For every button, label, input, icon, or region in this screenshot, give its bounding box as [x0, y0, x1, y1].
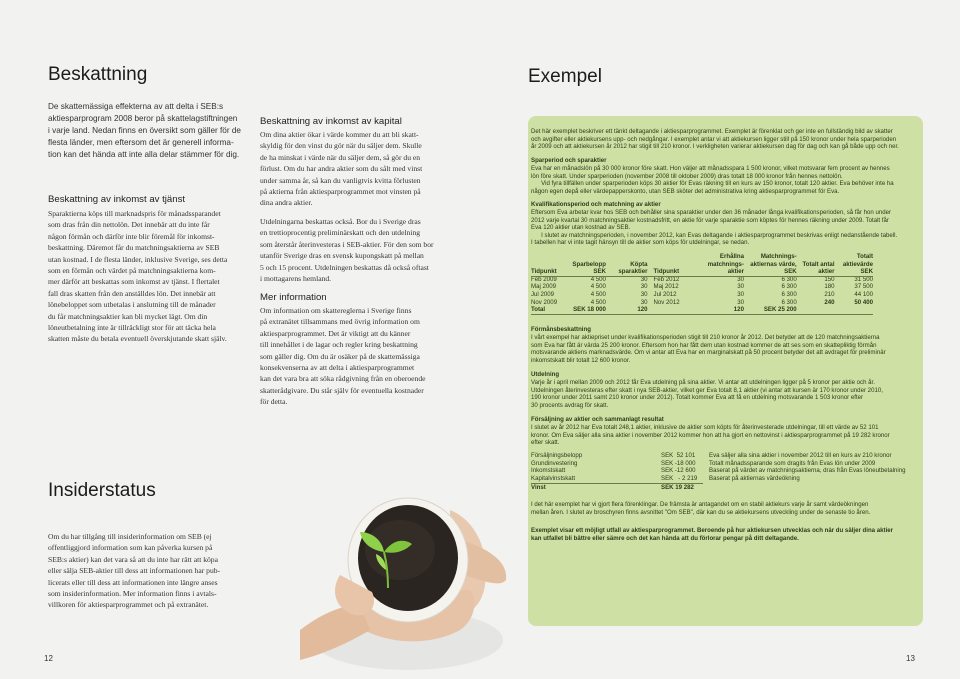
section-text-utdelning: Utdelningarna beskattas också. Bor du i Sverige dras en trettioprocentig preliminärskatt och den utdelning som återstår återinvesteras i SEB-aktier. För den som bor utanför Sverige dras en svensk kupongskatt på mellan 5 och 15 procent. Utdelningen beskattas då också oftast i mottagarens hemland. [260, 217, 434, 284]
table-row [531, 283, 873, 291]
closing-text: I det här exemplet har vi gjort flera förenklingar. De främsta är antagandet om en stabil aktiekurs varje år samt värdeökningen mellan åren. I slutet av broschyren finns avsnittet "Om SEB", där kan du se aktiekursens utveckling under de senaste tio åren. [531, 501, 871, 516]
cell: 30 [640, 283, 648, 291]
cell: Grundinvestering [531, 459, 578, 467]
result-row [531, 467, 905, 475]
th-totalt: Totalt aktievärde SEK [842, 253, 873, 276]
right-page-number: 13 [906, 654, 915, 663]
result-row [531, 452, 905, 460]
cell: 50 400 [854, 298, 873, 306]
cell: 31 500 [854, 275, 873, 283]
example-intro: Det här exemplet beskriver ett tänkt deltagande i aktiesparprogrammet. Exemplet är förenklat och ger inte en fullständig bild av skatter och avgifter eller aktiekursens upp- och nedgångar. I exemplet antar vi att aktiekursen ligger still på 150 kronor under hela sparperioden år 2009 och att aktiekursen år 2012 har stigit till 210 kronor. I verkligheten varierar aktiekursen dag för dag och kan gå både upp och ner. [531, 128, 899, 150]
cell: Feb 2009 [531, 275, 557, 283]
heading-formansbeskattning: Förmånsbeskattning [531, 326, 591, 333]
result-divider [531, 483, 703, 484]
cell: 4 500 [590, 275, 606, 283]
cell: 30 [640, 290, 648, 298]
result-total-row [531, 482, 905, 492]
cell [648, 306, 697, 314]
intro-text: De skattemässiga effekterna av att delta i SEB:s aktiesparprogram 2008 beror på skattelagstiftningen i varje land. Nedan finns en översikt som gäller för de flesta länder, men eftersom det är generell informa- tion kan det hända att inte alla delar stämmer för dig. [48, 102, 241, 159]
cell: Baserat på aktiernas värdeökning [709, 474, 800, 482]
cell: 6 300 [781, 290, 797, 298]
cell: SEK 19 282 [661, 484, 694, 492]
cell [835, 306, 873, 314]
cell: 4 500 [590, 290, 606, 298]
utdelning-text: Varje år i april mellan 2009 och 2012 får Eva utdelning på sina aktier. Vi antar att utdelningen ligger på 5 kronor per aktie och år. Utdelningen återinvesteras efter skatt i nya SEB-aktier, vilket ger Eva totalt 8,1 aktier (vi antar att kursen är 170 kronor under 2010, 190 kronor under 2011 samt 210 kronor under 2012). Totalt kommer Eva att få en utdelning motsvarande 1 503 kronor efter 30 procents avdrag för skatt. [531, 379, 883, 409]
insider-title: Insiderstatus [48, 480, 156, 501]
right-page-title: Exempel [528, 66, 602, 87]
left-page-number: 12 [44, 654, 53, 663]
section-text-tjanst: Sparaktierna köps till marknadspris för månadssparandet som dras från din nettolön. Det innebär att du inte får någon förmån och därför inte blir föremål för inkomst- beskattning. Däremot får du matchningsaktierna av SEB utan kostnad. I de flesta länder, inklusive Sverige, ses detta som en förmån och värdet på matchningsaktierna kom- mer därför att beskattas som inkomst av tjänst. I flertalet fall dras skatten från den anställdes lön. Det innebär att lönebeloppet som utbetalas i anslutning till de månader du får matchningsaktier kan bli mycket lägt. Om din löneutbetalning inte är tillräckligt stor för att täcka hela skatten måste du betala eventuell överskjutande skatt själv. [48, 209, 228, 344]
cell: 4 500 [590, 298, 606, 306]
cell: 30 [737, 290, 744, 298]
cell: SEK -18 000 [661, 459, 696, 467]
cell: 30 [640, 275, 648, 283]
cell: SEK -12 600 [661, 467, 696, 475]
table-row [531, 299, 873, 307]
summary-text: Exemplet visar ett möjligt utfall av aktiesparprogrammet. Beroende på hur aktiekursen utvecklas och när du säljer dina aktier kan utfallet bli bättre eller sämre och det kan hända att du förlorar pengar på ditt deltagande. [531, 527, 894, 542]
cell: Maj 2009 [531, 283, 557, 291]
th-sparbelopp: Sparbelopp SEK [572, 260, 606, 276]
cell: 180 [824, 283, 835, 291]
table-total-row [531, 306, 873, 314]
hands-plant-photo [300, 480, 510, 679]
th-tidpunkt2: Tidpunkt [653, 268, 680, 276]
cell: 30 [640, 298, 648, 306]
cell: 6 300 [781, 298, 797, 306]
table-row [531, 276, 873, 284]
cell: Vinst [531, 484, 546, 492]
cell: 30 [737, 283, 744, 291]
cell: SEK 18 000 [573, 306, 606, 314]
cell: 120 [637, 306, 648, 314]
section-text-mer-info: Om information om skattereglerna i Sverige finns på extranätet tillsammans med övrig information om aktiesparprogrammet. Det är viktigt att du känner till innehållet i de lagar och regler kring beskattning som gäller dig. Om du är osäker på de skattemässiga konsekvenserna av att delta i aktiesparprogrammet kan det vara bra att söka rådgivning från en oberoende skatterådgivare. Du står själv för eventuella kostnader för detta. [260, 306, 426, 407]
cell: 30 [737, 275, 744, 283]
result-table [531, 452, 905, 492]
left-page-title: Beskattning [48, 64, 148, 85]
cell: 120 [733, 306, 744, 314]
kvalifikation-text: Eftersom Eva arbetar kvar hos SEB och behåller sina sparaktier under den 36 månader långa kvalifikationsperioden, så får hon under 2012 varje kvartal 30 matchningsaktier kostnadsfritt, en aktie för varje sparaktie som köptes för hennes räkning under 2009. Totalt får Eva 120 aktier utan kostnad av SEB. I slutet av matchningsperioden, i november 2012, kan Evas deltagande i aktiesparprogrammet beskrivas enligt nedanstående tabell. I tabellen har vi inte tagit hänsyn till de aktier som köps för utdelningar, se nedan. [531, 209, 898, 246]
cell [703, 482, 905, 492]
cell: Maj 2012 [653, 283, 679, 291]
cell: Total [531, 306, 546, 314]
section-text-kapital: Om dina aktier ökar i värde kommer du att bli skatt- skyldig för den vinst du gör när du säljer dem. Skulle de ha minskat i värde när du säljer dem, så gör du en förlust. Om du har andra aktier som du sålt med vinst under samma år, så kan du vanligtvis kvitta förlusten på aktierna från aktiesparprogrammet mot vinsten på dina andra aktier. [260, 130, 423, 208]
formansbeskattning-text: I vårt exempel har aktiepriset under kvalifikationsperioden stigit till 210 kronor år 2012. Det betyder att de 120 matchningsaktierna som Eva har fått är värda 25 200 kronor. Eftersom hon har fått dem utan kostnad kommer de att ses som en skattepliktig förmån motsvarande aktiens marknadsvärde. Om vi antar att Eva har en marginalskatt på 50 procent betyder det att avdraget för preliminär inkomstskatt blir totalt 12 600 kronor. [531, 334, 886, 364]
cell: Jul 2009 [531, 290, 555, 298]
cell: Totalt månadssparande som dragits från Evas lön under 2009 [709, 459, 876, 467]
section-heading-kapital: Beskattning av inkomst av kapital [260, 116, 402, 127]
cell: 210 [824, 290, 835, 298]
sparperiod-text: Eva har en månadslön på 30 000 kronor före skatt. Hon väljer att månadsspara 1 500 kronor, vilket motsvarar fem procent av hennes lön före skatt. Under sparperioden (november 2008 till oktober 2009) dras totalt 18 000 kronor från hennes nettolön. Vid fyra tillfällen under sparperioden köps 30 aktier för Evas räkning till en kurs av 150 kronor, totalt 120 aktier. Eva behöver inte ha någon egen depå eller värdepapperskonto, utan SEB sköter det administrativa kring aktiesparprogrammet för Eva. [531, 165, 894, 195]
cell: 4 500 [590, 283, 606, 291]
cell: Jul 2012 [653, 290, 677, 298]
heading-sparperiod: Sparperiod och sparaktier [531, 157, 607, 164]
section-heading-mer-info: Mer information [260, 292, 327, 303]
cell: 44 100 [854, 290, 873, 298]
cell: Nov 2012 [653, 298, 680, 306]
cell: Feb 2012 [653, 275, 680, 283]
cell: Nov 2009 [531, 298, 558, 306]
heading-utdelning: Utdelning [531, 371, 560, 378]
cell: SEK 52 101 [661, 452, 696, 459]
cell: 150 [824, 275, 835, 283]
th-tidpunkt: Tidpunkt [531, 268, 557, 276]
cell [797, 306, 835, 314]
cell: Eva säljer alla sina aktier i november 2012 till en kurs av 210 kronor [709, 452, 892, 459]
cell: 240 [824, 298, 835, 306]
cell: 6 300 [781, 283, 797, 291]
cell: Kapitalvinstskatt [531, 474, 576, 482]
section-heading-tjanst: Beskattning av inkomst av tjänst [48, 194, 186, 205]
th-antal: Totalt antal aktier [802, 260, 835, 276]
table-divider [531, 314, 873, 315]
th-varde: Matchnings- aktiernas värde, SEK [750, 253, 797, 276]
heading-forsaljning: Försäljning av aktier och sammanlagt resultat [531, 416, 664, 423]
result-row [531, 460, 905, 468]
cell: Försäljningsbelopp [531, 452, 583, 459]
result-row [531, 475, 905, 483]
cell: SEK - 2 219 [661, 474, 698, 482]
th-kopta: Köpta sparaktier [618, 260, 648, 276]
cell: 37 500 [854, 283, 873, 291]
cell: 30 [737, 298, 744, 306]
aktie-table [531, 253, 873, 314]
cell: SEK 25 200 [763, 306, 797, 314]
cell: 6 300 [781, 275, 797, 283]
table-divider [531, 276, 873, 277]
cell: Inkomstskatt [531, 467, 566, 475]
heading-kvalifikation: Kvalifikationsperiod och matchning av aktier [531, 201, 661, 208]
th-erhallna: Erhållna matchnings- aktier [707, 253, 744, 276]
forsaljning-text: I slutet av år 2012 har Eva totalt 248,1 aktier, inklusive de aktier som köpts för återinvesterade utdelningar, till ett värde av 52 101 kronor. Om Eva säljer alla sina aktier i november 2012 kommer hon att ha gjort en nettovinst i aktiesparprogrammet på 19 282 kronor efter skatt. [531, 424, 890, 446]
cell: Baserat på värdet av matchningsaktierna, dras från Evas löneutbetalning [709, 467, 906, 475]
insider-text: Om du har tillgång till insiderinformation om SEB (ej offentliggjord information som kan påverka kursen på SEB:s aktier) kan det vara så att du inte har rätt att köpa eller sälja SEB-aktier till dess att informationen har pub- licerats eller till dess att informationen inte längre anses som insiderinformation. Mer information finns i avtals- villkoren för aktiesparprogrammet och på extranätet. [48, 532, 221, 610]
example-box [528, 116, 923, 626]
table-row [531, 291, 873, 299]
